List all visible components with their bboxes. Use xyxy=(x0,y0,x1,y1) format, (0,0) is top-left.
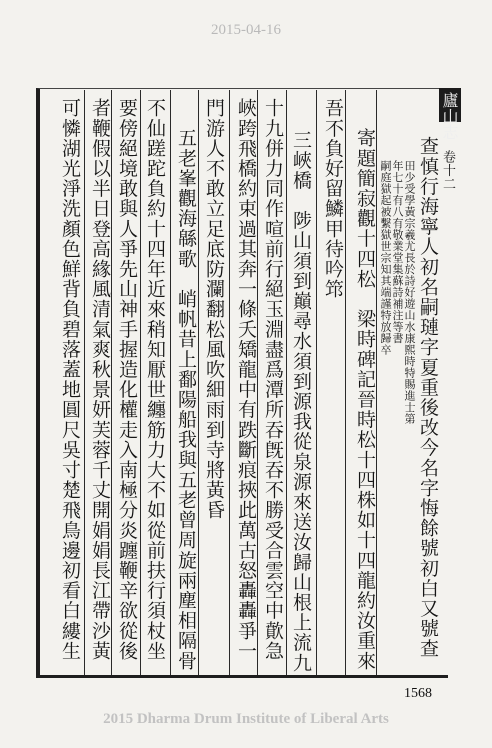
column-rule xyxy=(140,90,141,675)
institution-watermark: 2015 Dharma Drum Institute of Liberal Arts xyxy=(103,711,389,727)
text-column-6: 三峽橋 陟山須到巔尋水須到源我從泉源來送汝歸山根上流九 xyxy=(290,130,312,673)
column-rule xyxy=(170,90,171,675)
text-column-7: 十九併力同作喧前行絕玉淵盡爲潭所吞旣吞不勝受合雲空中歕急 xyxy=(262,98,284,661)
text-column-9: 門游人不敢立足底防瀾翻松風吹細雨到寺將黃昏 xyxy=(203,98,225,521)
text-column-12: 要傍絕境敢與人爭先山神手握造化權走入南極分炎躔鞭辛欲從後 xyxy=(116,98,138,661)
text-column-5: 吾不負好留鱗甲待吟筇 xyxy=(322,98,344,299)
column-rule xyxy=(286,90,287,675)
header-volume: 卷十二 xyxy=(440,150,455,191)
text-column-1: 查慎行海寧人初名嗣璉字夏重後改今名字悔餘號初白又號查 xyxy=(417,136,439,659)
text-column-3: 嗣庭獄起被繫獄世宗知其端謹特放歸卒 xyxy=(379,160,392,356)
text-column-10: 五老峯觀海緜歌 峭帆昔上鄱陽船我與五老曾周旋兩塵相隔骨 xyxy=(175,128,197,671)
text-column-13: 者鞭假以半日登高緣風清氣爽秋景妍芙蓉千丈開娟娟長江帶沙黃 xyxy=(89,98,111,661)
column-rule xyxy=(198,90,199,675)
column-rule xyxy=(345,90,346,675)
date-watermark: 2015-04-16 xyxy=(211,22,281,38)
text-column-2a: 田少受學黃宗羲尤長於詩好遊山水康熙時特賜進士第 xyxy=(403,160,416,425)
column-rule xyxy=(229,90,230,675)
column-rule xyxy=(84,90,85,675)
text-column-8: 峽跨飛橋約束過其奔一條夭矯龍中有跌斷痕挾此萬古怒轟轟爭一 xyxy=(235,98,257,661)
text-column-4: 寄題簡寂觀十四松 梁時碑記晉時松十四株如十四龍約汝重來 xyxy=(354,128,376,671)
column-rule xyxy=(376,90,377,675)
column-rule xyxy=(111,90,112,675)
text-column-11: 不仙蹉跎負約十四年近來稍知厭世纏筋力大不如從前扶行須杖坐 xyxy=(144,98,166,661)
text-column-2b: 年七十有八有敬業堂集蘇詩補注等書 xyxy=(391,160,404,344)
text-column-14: 可憐湖光淨洗顏色鮮背負碧落蓋地圓尺吳寸楚飛鳥邊初看白縷生 xyxy=(59,98,81,661)
column-rule xyxy=(316,90,317,675)
page-number: 1568 xyxy=(404,686,432,701)
header-title: 廬山志 xyxy=(440,92,459,140)
column-rule xyxy=(257,90,258,675)
